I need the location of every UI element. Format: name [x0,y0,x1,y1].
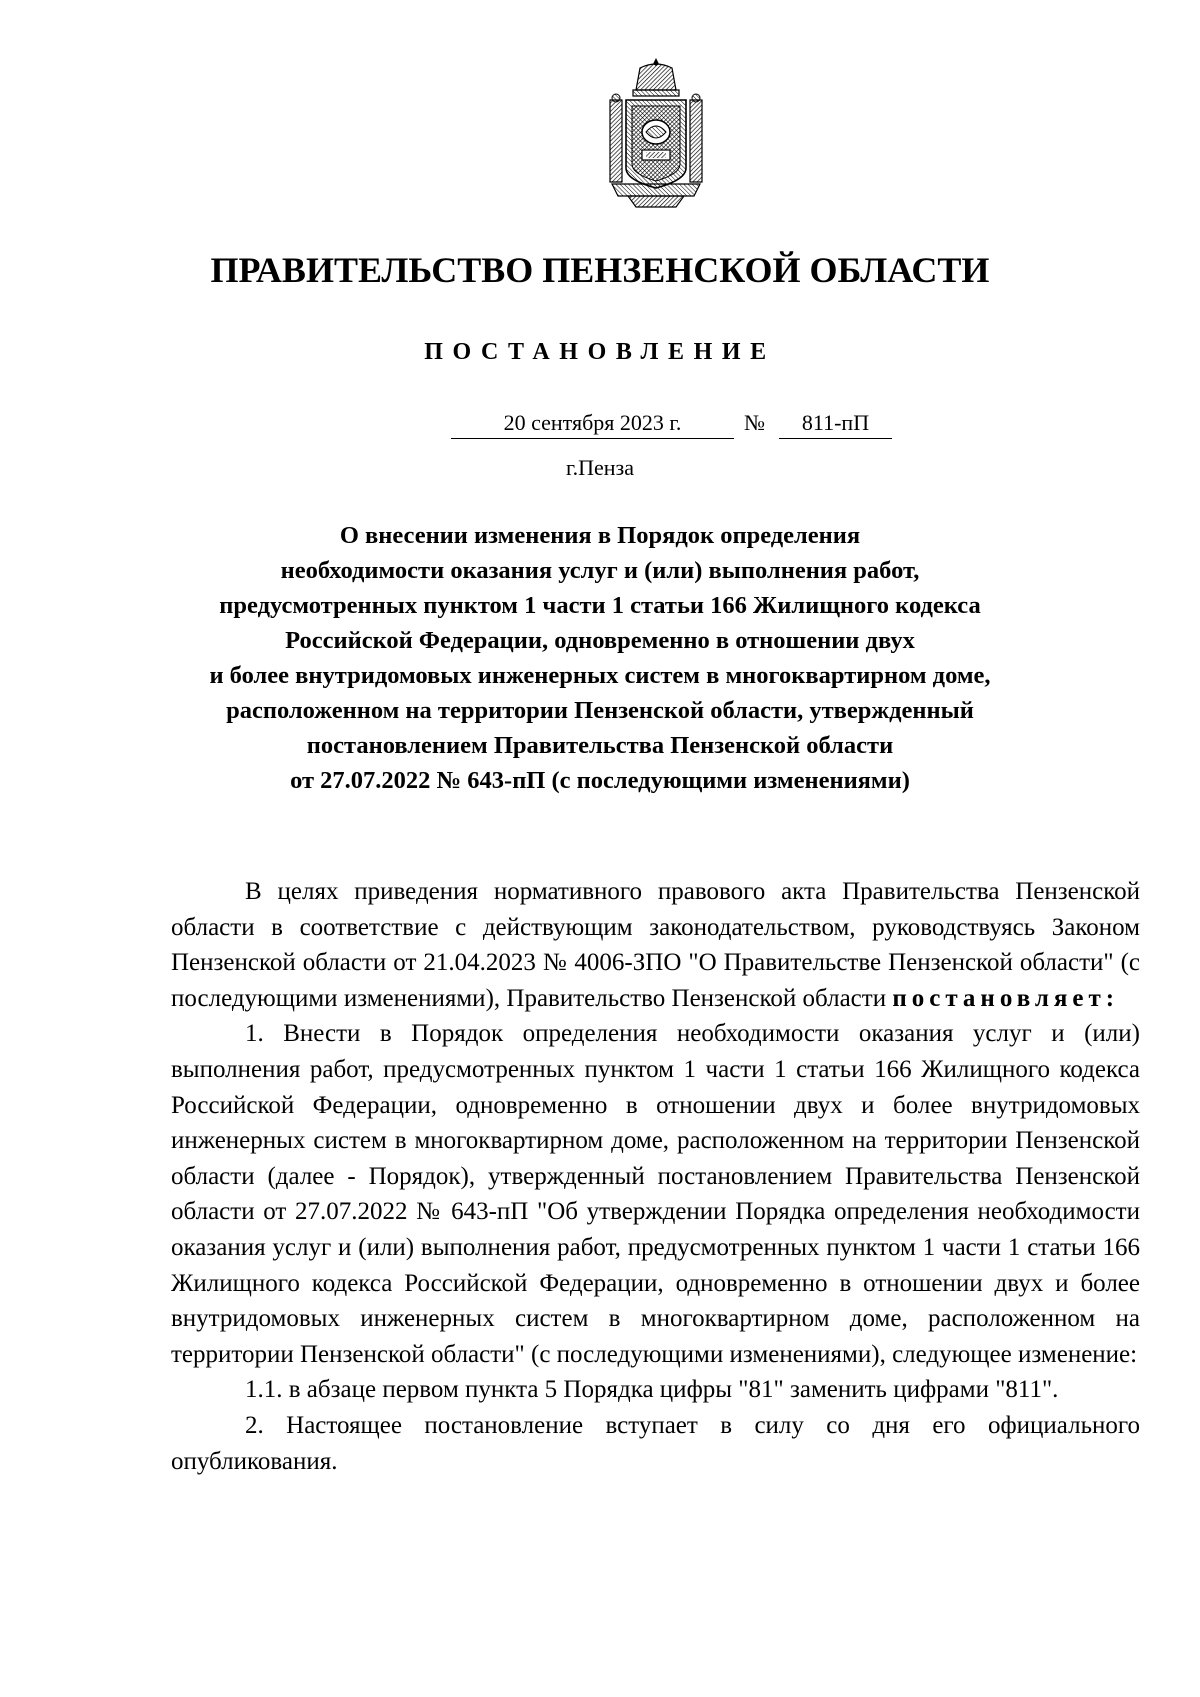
preamble-text: В целях приведения нормативного правового акта Правительства Пензенской области в соответствие с действующим законодательством, руководствуясь Законом Пензенской области от 21.04.2023 № 4006-ЗПО "О Правительстве Пензенской области" (с последующими изменениями), Правительство Пензенской области [171,878,1140,1012]
decree-word: постановляет: [892,984,1120,1012]
number-underline [779,438,892,439]
subject-line: постановлением Правительства Пензенской области [306,732,894,759]
document-type: ПОСТАНОВЛЕНИЕ [424,339,776,365]
item-1-paragraph: 1. Внести в Порядок определения необходимости оказания услуг и (или) выполнения работ, предусмотренных пунктом 1 части 1 статьи 166 Жилищного кодекса Российской Федерации, одновременно в отношении двух и более внутридомовых инженерных систем в многоквартирном доме, расположенном на территории Пензенской области (далее - Порядок), утвержденный постановлением Правительства Пензенской области от 27.07.2022 № 643-пП "Об утверждении Порядка определения необходимости оказания услуг и (или) выполнения работ, предусмотренных пунктом 1 части 1 статьи 166 Жилищного кодекса Российской Федерации, одновременно в отношении двух и более внутридомовых инженерных систем в многоквартирном доме, расположенном на территории Пензенской области" (с последующими изменениями), следующее изменение: [171,1020,1140,1368]
subject-line: О внесении изменения в Порядок определения [339,522,861,549]
subject-line: расположенном на территории Пензенской области, утвержденный [226,697,974,724]
subject-line: и более внутридомовых инженерных систем в многоквартирном доме, [209,662,991,689]
number-sign: № [744,410,765,435]
document-number: 811-пП [801,410,870,435]
subject-line: от 27.07.2022 № 643-пП (с последующими изменениями) [290,767,910,794]
government-title: ПРАВИТЕЛЬСТВО ПЕНЗЕНСКОЙ ОБЛАСТИ [210,250,990,290]
coat-of-arms-emblem [606,56,706,209]
date-underline [451,438,734,439]
document-date: 20 сентября 2023 г. [503,410,682,435]
item-1-1-paragraph: 1.1. в абзаце первом пункта 5 Порядка цифры "81" заменить цифрами "811". [245,1376,1059,1404]
document-subject [120,518,1080,798]
preamble-paragraph [171,874,1140,1016]
city: г.Пенза [566,455,634,480]
subject-line: Российской Федерации, одновременно в отношении двух [285,627,915,654]
item-2-paragraph: 2. Настоящее постановление вступает в силу со дня его официального опубликования. [171,1411,1140,1475]
subject-line: необходимости оказания услуг и (или) выполнения работ, [280,557,920,584]
subject-line: предусмотренных пунктом 1 части 1 статьи 166 Жилищного кодекса [219,592,981,619]
document-body [171,874,1140,1479]
